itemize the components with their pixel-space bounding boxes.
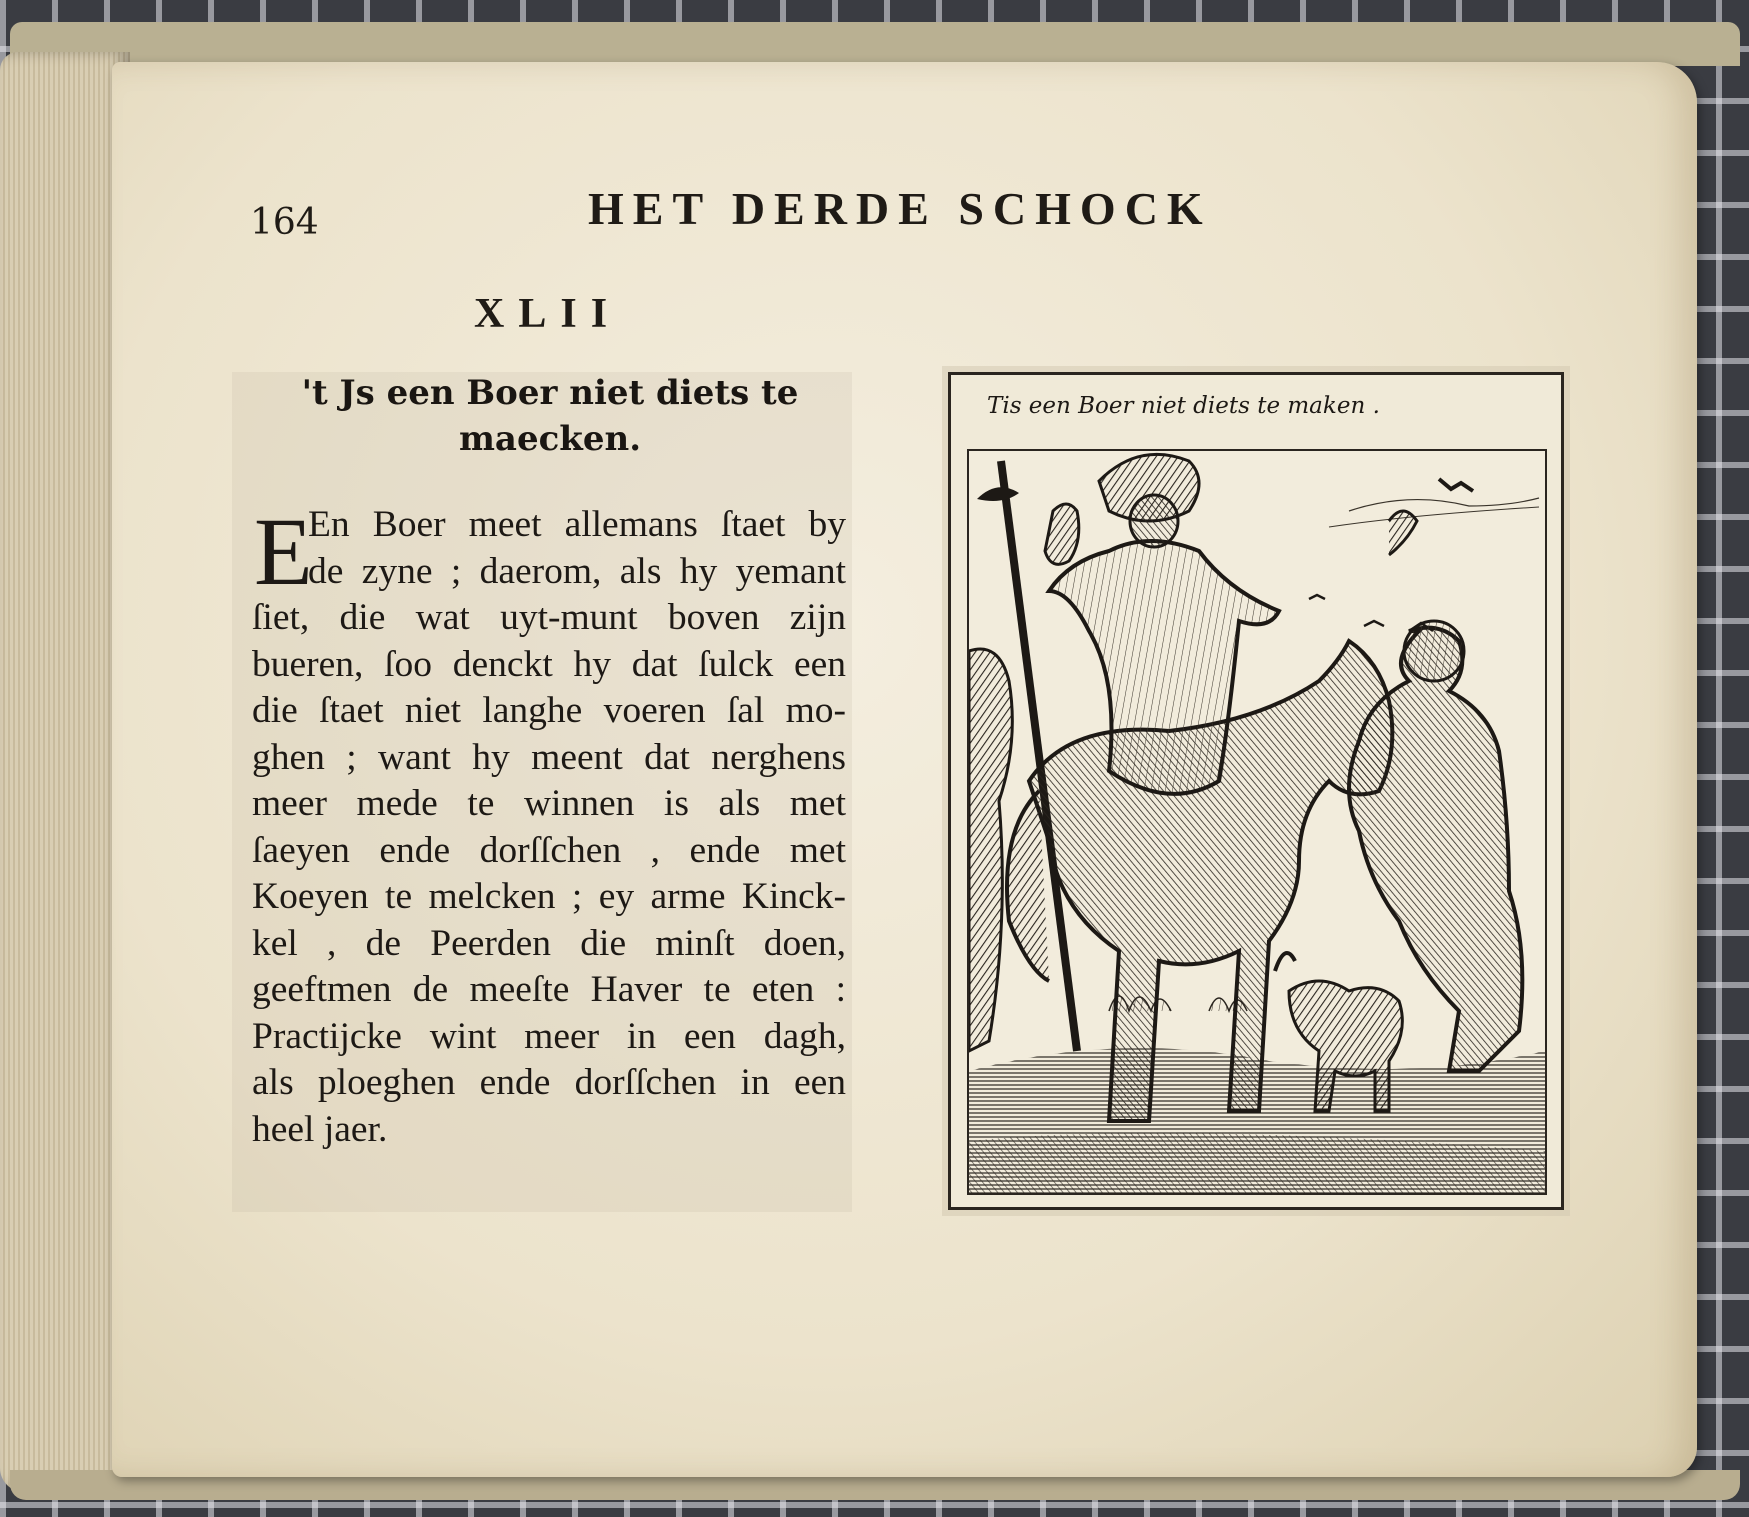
text-line: En Boer meet allemans ſtaet by bbox=[308, 504, 846, 545]
text-line: meer mede te winnen is als met bbox=[252, 783, 846, 824]
text-line: geeftmen de meeſte Haver te eten : bbox=[252, 969, 846, 1010]
book-page-edges bbox=[0, 52, 130, 1492]
proverb-title bbox=[290, 370, 810, 462]
text-line: ghen ; want hy meent dat nerghens bbox=[252, 736, 846, 778]
proverb-title-line: maecken. bbox=[458, 419, 642, 459]
engraving-illustration bbox=[967, 449, 1547, 1195]
proverb-title-line: 't Js een Boer niet diets te bbox=[301, 373, 799, 413]
engraving-drawing bbox=[969, 451, 1545, 1193]
chapter-number: XLII bbox=[474, 291, 622, 337]
page-number: 164 bbox=[250, 202, 319, 243]
text-line: als ploeghen ende dorſſchen in een bbox=[252, 1062, 846, 1103]
text-line: kel , de Peerden die minſt doen, bbox=[252, 922, 846, 964]
running-head: HET DERDE SCHOCK bbox=[588, 183, 1212, 234]
drop-capital: E bbox=[254, 498, 313, 605]
book-cover-top-edge bbox=[10, 22, 1740, 66]
engraving-caption: Tis een Boer niet diets te maken . bbox=[987, 393, 1380, 419]
text-line: de zyne ; daerom, als hy yemant bbox=[308, 550, 846, 592]
text-line: die ſtaet niet langhe voeren ſal mo- bbox=[252, 690, 846, 731]
text-line: heel jaer. bbox=[252, 1108, 388, 1150]
text-line: bueren, ſoo denckt hy dat ſulck een bbox=[252, 643, 846, 685]
text-line: Practijcke wint meer in een dagh, bbox=[252, 1015, 846, 1057]
engraving-plate bbox=[948, 372, 1564, 1210]
text-line: ſiet, die wat uyt-munt boven zijn bbox=[252, 597, 846, 638]
body-text bbox=[252, 498, 846, 1153]
text-line: Koeyen te melcken ; ey arme Kinck- bbox=[252, 876, 846, 917]
text-line: ſaeyen ende dorſſchen , ende met bbox=[252, 829, 846, 871]
